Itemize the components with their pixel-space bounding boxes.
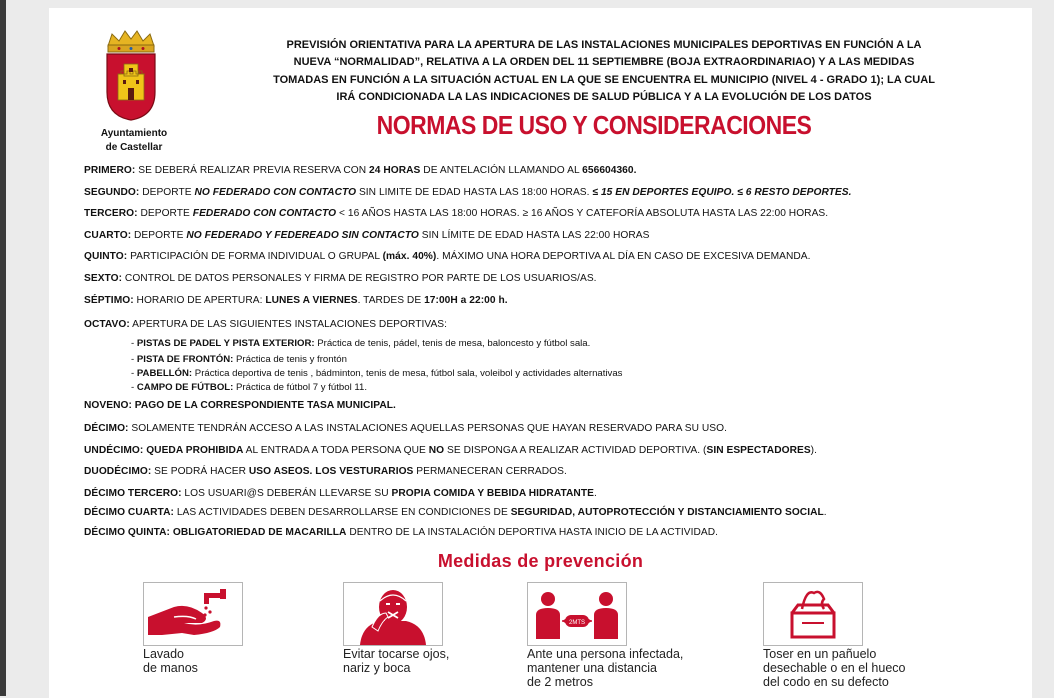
rule-sexto: SEXTO: CONTROL DE DATOS PERSONALES Y FIRMA DE REGISTRO POR PARTE DE LOS USUARIOS/AS. [84,273,597,284]
prevention-card-face [343,582,443,646]
svg-text:2MTS: 2MTS [568,620,586,626]
rule-decimo-tercero: DÉCIMO TERCERO: LOS USUARI@S DEBERÁN LLEVARSE SU PROPIA COMIDA Y BEBIDA HIDRATANTE. [84,488,597,499]
facility-item: - PISTA DE FRONTÓN: Práctica de tenis y frontón [131,354,347,365]
rule-segundo: SEGUNDO: DEPORTE NO FEDERADO CON CONTACTO SIN LIMITE DE EDAD HASTA LAS 18:00 HORAS. ≤ 15 EN DEPORTES EQUIPO. ≤ 6 RESTO DEPORTES. [84,187,852,198]
municipality-name [79,127,189,155]
prevention-title: Medidas de prevención [437,551,644,571]
two-meter-distance-icon [528,583,626,645]
prevention-caption-face: Evitar tocarse ojos, nariz y boca [343,647,450,675]
coat-of-arms-icon [102,28,160,122]
hand-washing-icon [144,583,242,645]
heading-line-2: NUEVA “NORMALIDAD”, RELATIVA A LA ORDEN DEL 11 SEPTIEMBRE (BOJA EXTRAORDINARIAO) Y A LAS MEDIDAS [293,56,915,69]
municipality-line-2: de Castellar [105,142,163,153]
facility-item: - PABELLÓN: Práctica deportiva de tenis , bádminton, tenis de mesa, fútbol sala, voleibol y actividades alternativas [131,368,623,379]
facility-item: - CAMPO DE FÚTBOL: Práctica de fútbol 7 y fútbol 11. [131,382,368,393]
rule-primero: PRIMERO: SE DEBERÁ REALIZAR PREVIA RESERVA CON 24 HORAS DE ANTELACIÓN LLAMANDO AL 656604360. [84,165,637,176]
rule-noveno: NOVENO: PAGO DE LA CORRESPONDIENTE TASA MUNICIPAL. [84,400,396,411]
rule-undecimo: UNDÉCIMO: QUEDA PROHIBIDA AL ENTRADA A TODA PERSONA QUE NO SE DISPONGA A REALIZAR ACTIVIDAD DEPORTIVA. (SIN ESPECTADORES). [84,445,817,456]
prevention-caption-handwashing: Lavado de manos [143,647,198,675]
facility-item: - PISTAS DE PADEL Y PISTA EXTERIOR: Práctica de tenis, pádel, tenis de mesa, baloncesto y fútbol sala. [131,338,591,349]
window-edge [0,0,6,696]
municipality-line-1: Ayuntamiento [100,128,168,139]
prevention-caption-tissue: Toser en un pañuelo desechable o en el hueco del codo en su defecto [763,647,906,689]
prevention-card-tissue [763,582,863,646]
prevention-card-handwashing [143,582,243,646]
rule-decimo-cuarta: DÉCIMO CUARTA: LAS ACTIVIDADES DEBEN DESARROLLARSE EN CONDICIONES DE SEGURIDAD, AUTOPROTECCIÓN Y DISTANCIAMIENTO SOCIAL. [84,507,827,518]
document-page [49,8,1032,698]
rule-octavo: OCTAVO: APERTURA DE LAS SIGUIENTES INSTALACIONES DEPORTIVAS: [84,319,448,330]
heading-line-3: TOMADAS EN FUNCIÓN A LA SITUACIÓN ACTUAL EN LA QUE SE ENCUENTRA EL MUNICIPIO (NIVEL 4 - GRADO 1); LA CUAL [273,73,935,86]
rule-tercero: TERCERO: DEPORTE FEDERADO CON CONTACTO < 16 AÑOS HASTA LAS 18:00 HORAS. ≥ 16 AÑOS Y CATEFORÍA ABSOLUTA HASTA LAS 22:00 HORAS. [84,208,829,219]
tissue-box-icon [764,583,862,645]
notice-heading [199,37,1009,107]
rule-septimo: SÉPTIMO: HORARIO DE APERTURA: LUNES A VIERNES. TARDES DE 17:00H a 22:00 h. [84,295,508,306]
page-title: NORMAS DE USO Y CONSIDERACIONES [376,110,812,140]
rule-cuarto: CUARTO: DEPORTE NO FEDERADO Y FEDEREADO SIN CONTACTO SIN LÍMITE DE EDAD HASTA LAS 22:00 HORAS [84,230,650,241]
no-face-touching-icon [344,583,442,645]
prevention-card-distance [527,582,627,646]
heading-line-4: IRÁ CONDICIONADA LA LAS INDICACIONES DE SALUD PÚBLICA Y A LA EVOLUCIÓN DE LOS DATOS [336,91,872,104]
rule-decimo: DÉCIMO: SOLAMENTE TENDRÁN ACCESO A LAS INSTALACIONES AQUELLAS PERSONAS QUE HAYAN RESERVADO PARA SU USO. [84,423,727,434]
rule-duodecimo: DUODÉCIMO: SE PODRÁ HACER USO ASEOS. LOS VESTURARIOS PERMANECERAN CERRADOS. [84,466,567,477]
rule-quinto: QUINTO: PARTICIPACIÓN DE FORMA INDIVIDUAL O GRUPAL (máx. 40%). MÁXIMO UNA HORA DEPORTIVA AL DÍA EN CASO DE EXCESIVA DEMANDA. [84,251,811,262]
rule-decimo-quinta: DÉCIMO QUINTA: OBLIGATORIEDAD DE MACARILLA DENTRO DE LA INSTALACIÓN DEPORTIVA HASTA INICIO DE LA ACTIVIDAD. [84,527,719,538]
heading-line-1: PREVISIÓN ORIENTATIVA PARA LA APERTURA DE LAS INSTALACIONES MUNICIPALES DEPORTIVAS EN FUNCIÓN A LA [286,39,922,51]
prevention-caption-distance: Ante una persona infectada, mantener una distancia de 2 metros [527,647,684,689]
